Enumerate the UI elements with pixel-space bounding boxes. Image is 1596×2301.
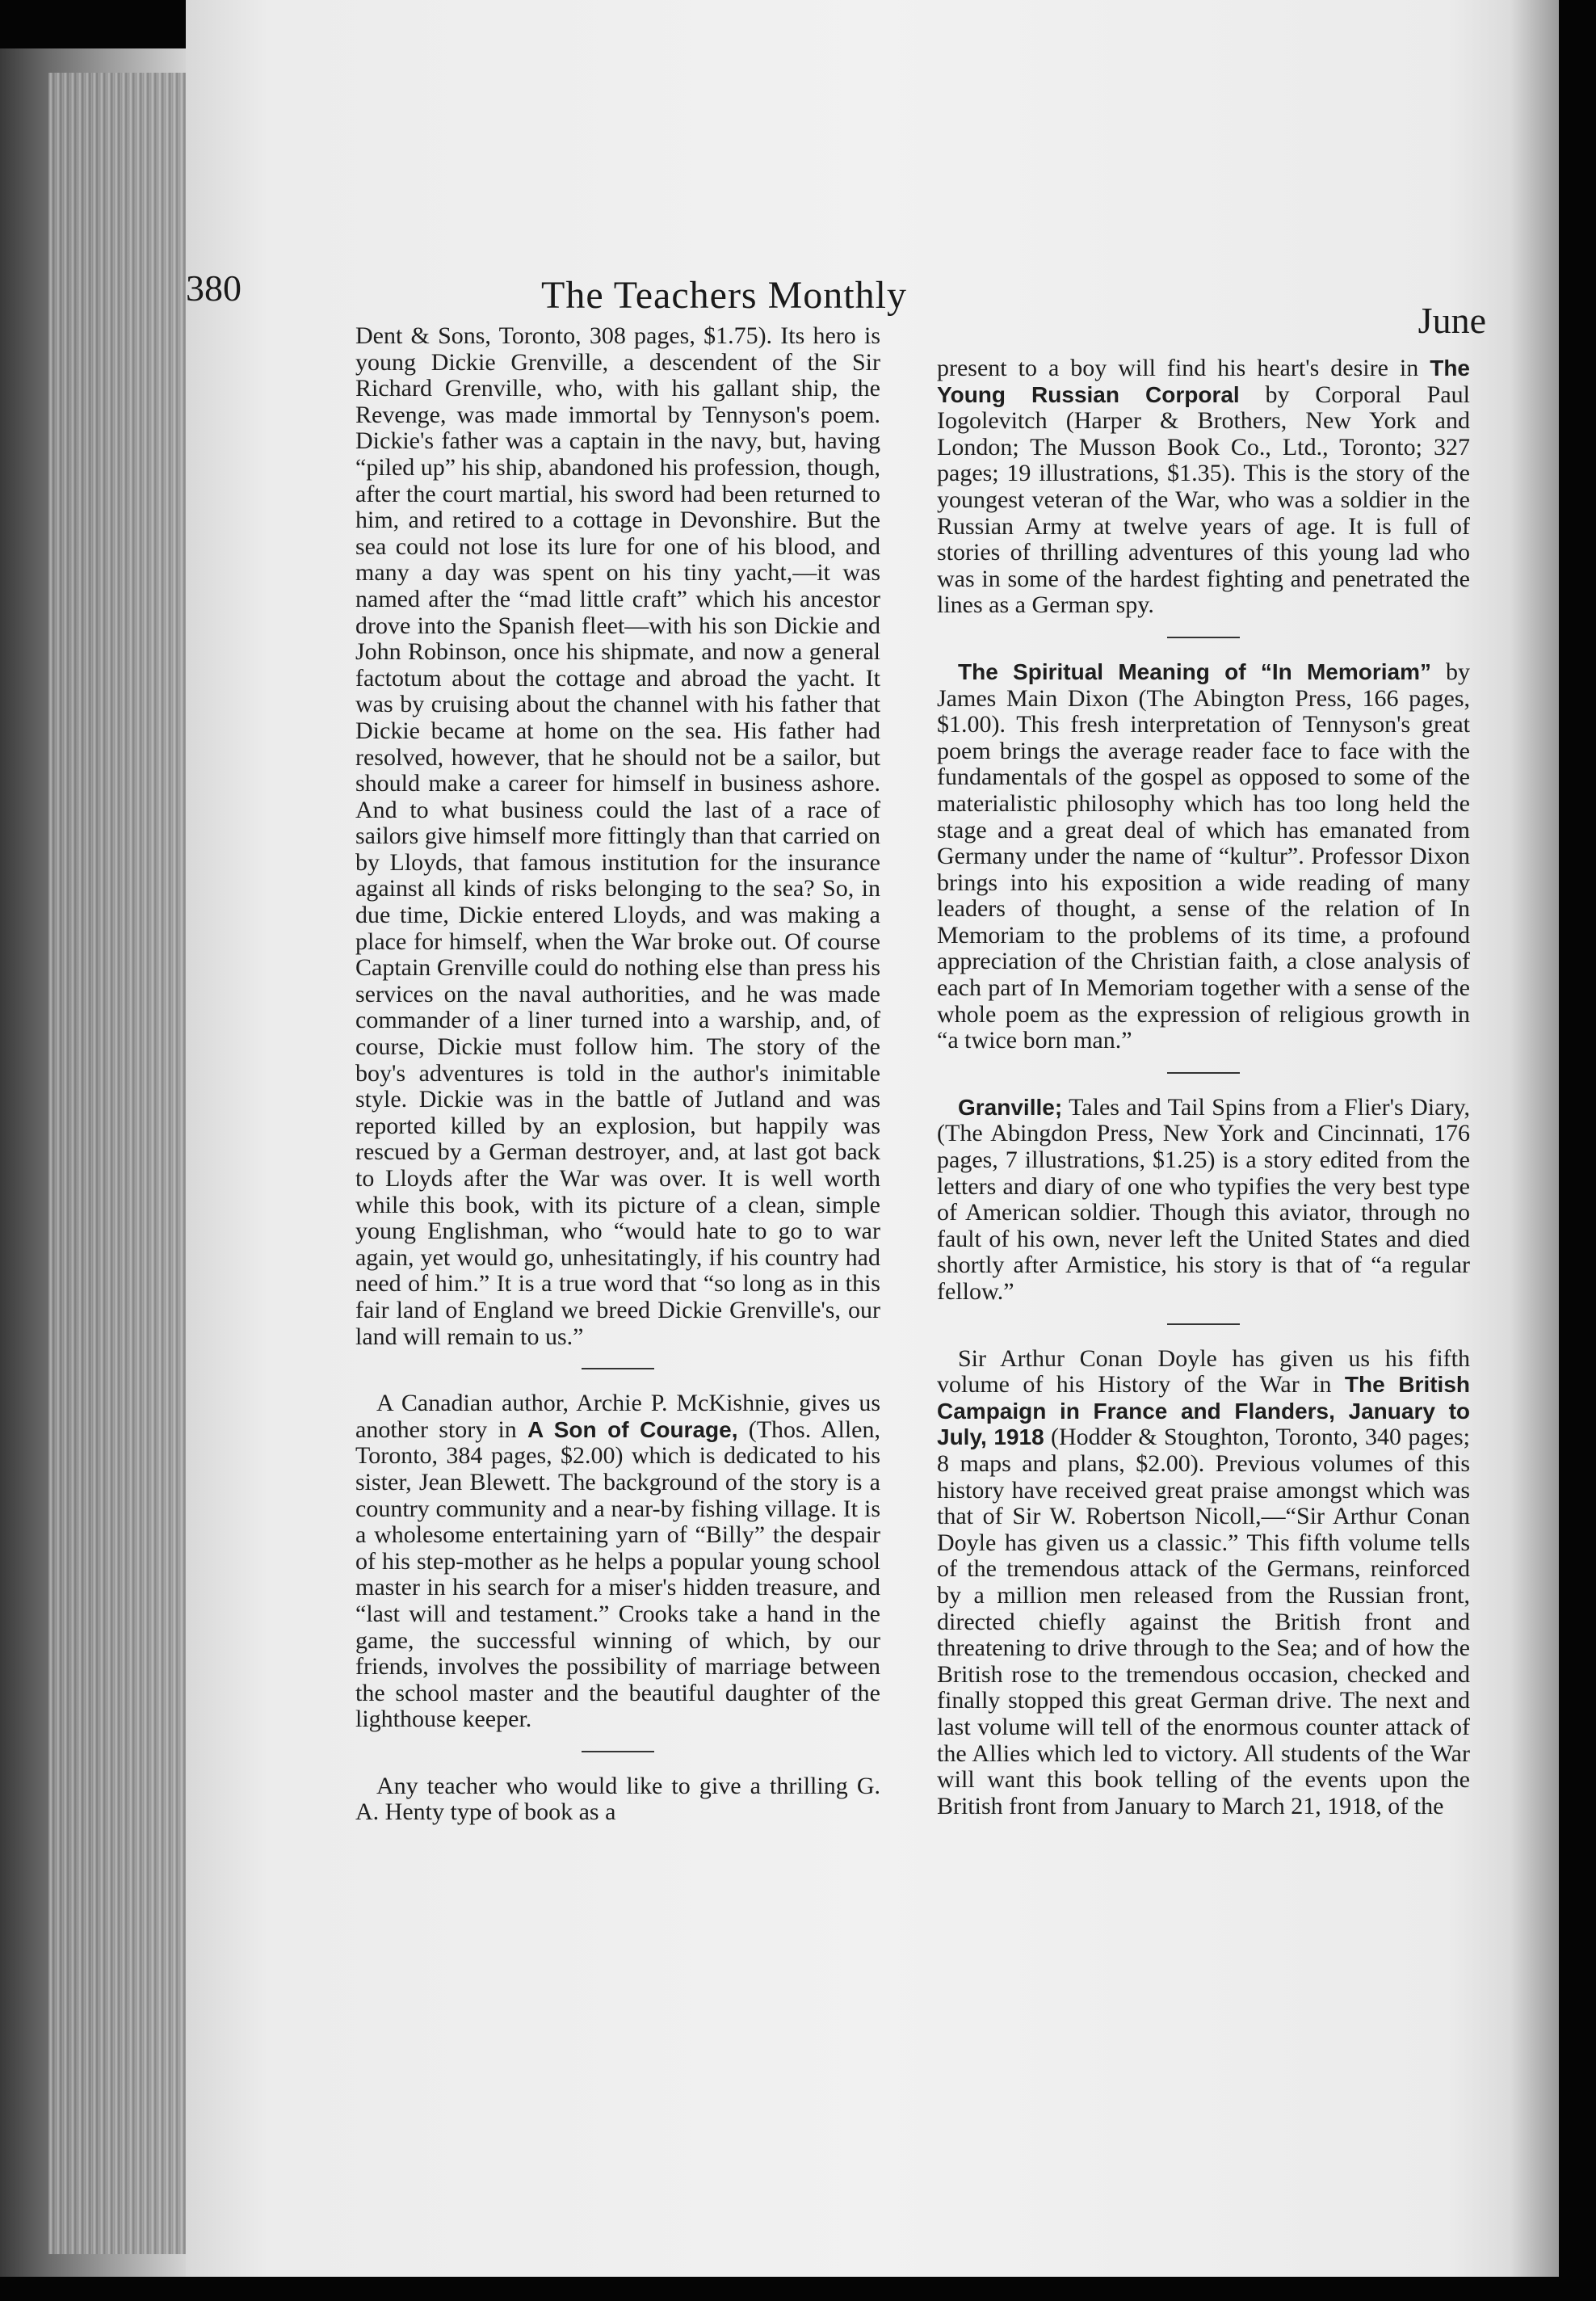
review-in-memoriam: The Spiritual Meaning of “In Memoriam” by James Main Dixon (The Abington Press, 166 pages, $1.00). This fresh interpretation of Tennyson's great poem brings the average reader face to face with the fundamentals of the gospel as opposed to some of the materialistic philosophy which has too long held the stage and a great deal of which has emanated from Germany under the name of “kultur”. Professor Dixon brings into his exposition a wide reading of many leaders of thought, a sense of the relation of In Memoriam to the problems of its time, a profound appreciation of the Christian faith, a close analysis of each part of In Memoriam together with a sense of the whole poem as the expression of religious growth in “a twice born man.” [937, 658, 1470, 1054]
review-young-russian-corporal: present to a boy will find his heart's desire in The Young Russian Corporal by Corporal Paul Iogolevitch (Harper & Brothers, New York and London; The Musson Book Co., Ltd., Toronto; 327 pages; 19 illustrations, $1.35). This is the story of the youngest veteran of the War, who was a soldier in the Russian Army at twelve years of age. It is full of stories of thrilling adventures of this young lad who was in some of the hardest fighting and penetrated the lines as a German spy. [937, 355, 1471, 619]
left-column [355, 323, 880, 1826]
review-intro-henty: Any teacher who would like to give a thrilling G. A. Henty type of book as a [355, 1772, 880, 1826]
book-title: The Young Russian Corporal [937, 355, 1470, 407]
book-title: The Spiritual Meaning of “In Memoriam” [958, 658, 1432, 684]
review-granville: Granville; Tales and Tail Spins from a Flier's Diary, (The Abingdon Press, New York and Cincinnati, 176 pages, 7 illustrations, $1.25) is a story edited from the letters and diary of one who typifies the very best type of American soldier. Though this aviator, through no fault of his own, never left the United States and died shortly after Armistice, his story is that of “a regular fellow.” [937, 1093, 1470, 1305]
review-son-of-courage: A Canadian author, Archie P. McKishnie, gives us another story in A Son of Courage, (Thos. Allen, Toronto, 384 pages, $2.00) which is dedicated to his sister, Jean Blewett. The background of the story is a country community and a near-by fishing village. It is a wholesome entertaining yarn of “Billy” the despair of his step-mother as he helps a popular young school master in his search for a miser's hidden treasure, and “last will and testament.” Crooks take a hand in the game, the successful winning of which, by our friends, involves the possibility of marriage between the school master and the beautiful daughter of the lighthouse keeper. [355, 1390, 880, 1733]
divider [1167, 1072, 1240, 1074]
issue-month: June [1418, 300, 1486, 341]
page-stack [48, 73, 202, 2254]
divider [582, 1751, 654, 1752]
divider [1167, 1323, 1240, 1325]
running-title: The Teachers Monthly [541, 274, 907, 317]
page-header [186, 267, 1486, 341]
right-column [937, 355, 1470, 1819]
scan-border-bottom [0, 2277, 1596, 2301]
gutter-shadow [1510, 0, 1559, 2301]
review-dickie-grenville: Dent & Sons, Toronto, 308 pages, $1.75). Its hero is young Dickie Grenville, a descendent of the Sir Richard Grenville, who, with his gallant ship, the Revenge, was made immortal by Tennyson's poem. Dickie's father was a captain in the navy, but, having “piled up” his ship, abandoned his profession, though, after the court martial, his sword had been returned to him, and retired to a cottage in Devonshire. But the sea could not lose its lure for one of his blood, and many a day was spent on his tiny yacht,—it was named after the “mad little craft” which his ancestor drove into the Spanish fleet—with his son Dickie and John Robinson, once his shipmate, and now a general factotum about the cottage and abroad the yacht. It was by cruising about the channel with his father that Dickie became at home on the sea. His father had resolved, however, that he should not be a sailor, but should make a career for himself in business ashore. And to what business could the last of a race of sailors give himself more fittingly than that carried on by Lloyds, that famous institution for the insurance against all kinds of risks belonging to the sea? So, in due time, Dickie entered Lloyds, and was making a place for himself, when the War broke out. Of course Captain Grenville could do nothing else than press his services on the naval authorities, and he was made commander of a liner turned into a warship, and, of course, Dickie must follow him. The story of the boy's adventures is told in the author's inimitable style. Dickie was in the battle of Jutland and was reported killed by an explosion, but happily was rescued by a German destroyer, and, at last got back to Lloyds after the War was over. It is well worth while this book, with its picture of a clean, simple young Englishman, who “would hate to go to war again, yet would go, unhesitatingly, if his country had need of him.” It is a true word that “so long as in this fair land of England we breed Dickie Grenville's, our land will remain to us.” [355, 322, 880, 1350]
divider [582, 1368, 654, 1369]
book-title: The British Campaign in France and Flanders, January to July, 1918 [937, 1372, 1471, 1450]
review-british-campaign: Sir Arthur Conan Doyle has given us his fifth volume of his History of the War in The British Campaign in France and Flanders, January to July, 1918 (Hodder & Stoughton, Toronto, 340 pages; 8 maps and plans, $2.00). Previous volumes of this history have received great praise amongst which was that of Sir W. Robertson Nicoll,—“Sir Arthur Conan Doyle has given us a classic.” This fifth volume tells of the tremendous attack of the Germans, reinforced by a million men released from the Russian front, directed chiefly against the British front and threatening to drive through to the Sea; and of how the British rose to the tremendous occasion, checked and finally stopped this great German drive. The next and last volume will tell of the enormous counter attack of the Allies which led to victory. All students of the War will want this book telling of the events upon the British front from January to March 21, 1918, of the [937, 1344, 1471, 1819]
book-title: Granville; [958, 1094, 1063, 1120]
book-title: A Son of Courage, [527, 1416, 738, 1442]
divider [1167, 637, 1240, 638]
page-number: 380 [186, 267, 242, 309]
